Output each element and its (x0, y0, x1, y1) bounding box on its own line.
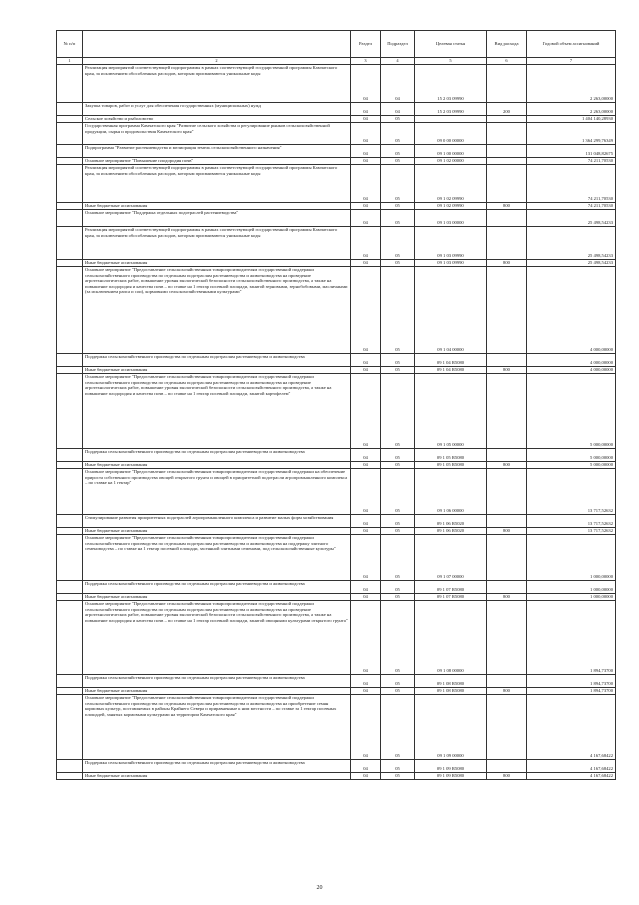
row-expense-type: 200 (487, 103, 527, 116)
table-row (57, 260, 616, 267)
row-razdel: 04 (351, 145, 381, 158)
row-number (57, 116, 83, 123)
row-expense-type (487, 116, 527, 123)
row-expense-type (487, 760, 527, 773)
table-row (57, 449, 616, 462)
row-number (57, 267, 83, 354)
row-target-article: 09 1 03 00000 (415, 210, 487, 227)
row-expense-type (487, 267, 527, 354)
row-podrazdel: 05 (381, 688, 415, 695)
row-expense-type (487, 449, 527, 462)
row-amount: 1 000,00000 (527, 594, 616, 601)
row-amount: 25 498,54233 (527, 260, 616, 267)
row-name: Основное мероприятие "Предоставление сельскохозяйственным товаропроизводителям государственной поддержки сельскохозяйственного производства по отдельным подотраслям растениеводства и животноводства на проведение агротехнологических работ, повышение уровня экологической безопасности сельскохозяйственного производства, а также на повышение плодородия и качества почв – по ставке на 1 гектар посевной площади, занятой картофелем" (83, 374, 351, 449)
row-name: Иные бюджетные ассигнования (83, 773, 351, 780)
row-expense-type (487, 581, 527, 594)
row-amount: 1 404 140,28930 (527, 116, 616, 123)
table-row (57, 227, 616, 260)
row-razdel: 04 (351, 469, 381, 515)
table-row (57, 367, 616, 374)
row-number (57, 354, 83, 367)
table-row (57, 515, 616, 528)
row-expense-type: 800 (487, 528, 527, 535)
row-podrazdel: 05 (381, 469, 415, 515)
row-razdel: 04 (351, 695, 381, 760)
row-number (57, 123, 83, 145)
row-amount: 5 000,00000 (527, 449, 616, 462)
row-number (57, 515, 83, 528)
row-razdel: 04 (351, 535, 381, 581)
row-target-article: 09 1 04 R5080 (415, 354, 487, 367)
row-name: Основное мероприятие "Поддержка отдельных подотраслей растениеводства" (83, 210, 351, 227)
header-annual-amount: Годовой объем ассигнований (527, 31, 616, 58)
row-amount: 13 717,52632 (527, 515, 616, 528)
row-name: Иные бюджетные ассигнования (83, 528, 351, 535)
row-number (57, 601, 83, 675)
row-podrazdel: 05 (381, 210, 415, 227)
row-podrazdel: 05 (381, 260, 415, 267)
row-razdel: 04 (351, 581, 381, 594)
table-row (57, 469, 616, 515)
row-razdel: 04 (351, 203, 381, 210)
row-podrazdel: 05 (381, 267, 415, 354)
row-amount: 1 894,73700 (527, 675, 616, 688)
row-expense-type (487, 210, 527, 227)
row-razdel: 04 (351, 601, 381, 675)
row-amount: 1 000,00000 (527, 535, 616, 581)
row-target-article: 09 1 05 R5080 (415, 462, 487, 469)
row-target-article: 09 1 04 R5080 (415, 367, 487, 374)
row-name: Основное мероприятие "Предоставление сельскохозяйственным товаропроизводителям государственной поддержки сельскохозяйственного производства по отдельным подотраслям растениеводства и животноводства на поддержку элитного семеноводства – по ставке на 1 гектар посевной площади, засеянной элитными семенами, под сельскохозяйственные культуры" (83, 535, 351, 581)
row-podrazdel: 05 (381, 354, 415, 367)
row-target-article: 09 1 08 R5080 (415, 675, 487, 688)
row-target-article: 09 1 08 00000 (415, 601, 487, 675)
row-target-article: 09 1 06 R5020 (415, 528, 487, 535)
row-number (57, 773, 83, 780)
row-expense-type (487, 374, 527, 449)
row-number (57, 65, 83, 103)
row-razdel: 04 (351, 267, 381, 354)
table-row (57, 158, 616, 165)
table-row (57, 116, 616, 123)
row-name: Основное мероприятие "Предоставление сельскохозяйственным товаропроизводителям государственной поддержки сельскохозяйственного производства по отдельным подотраслям растениеводства и животноводства на проведение агротехнологических работ, повышение уровня экологической безопасности сельскохозяйственного производства, а также на повышение плодородия и качества почв – по ставке на 1 гектар посевной площади, занятой зерновыми, зернобобовыми, масличными (за исключением рапса и сои), кормовыми сельскохозяйственными культурами" (83, 267, 351, 354)
row-name: Иные бюджетные ассигнования (83, 594, 351, 601)
row-podrazdel: 04 (381, 103, 415, 116)
row-amount: 2 263,00000 (527, 65, 616, 103)
row-target-article: 09 1 09 R5080 (415, 760, 487, 773)
row-expense-type: 800 (487, 688, 527, 695)
row-target-article: 15 2 03 09990 (415, 103, 487, 116)
row-name: Стимулирование развития приоритетных подотраслей агропромышленного комплекса и развитие малых форм хозяйствования (83, 515, 351, 528)
row-name: Иные бюджетные ассигнования (83, 367, 351, 374)
row-target-article: 09 1 00 00000 (415, 145, 487, 158)
row-podrazdel: 05 (381, 203, 415, 210)
row-target-article: 09 1 06 00000 (415, 469, 487, 515)
table-row (57, 374, 616, 449)
row-number (57, 695, 83, 760)
row-expense-type (487, 123, 527, 145)
table-row (57, 462, 616, 469)
table-row (57, 210, 616, 227)
row-target-article: 09 1 07 00000 (415, 535, 487, 581)
row-target-article: 15 2 03 09990 (415, 65, 487, 103)
row-expense-type (487, 469, 527, 515)
row-razdel: 04 (351, 103, 381, 116)
row-expense-type (487, 515, 527, 528)
row-expense-type: 800 (487, 367, 527, 374)
table-row (57, 103, 616, 116)
row-podrazdel: 04 (381, 65, 415, 103)
row-razdel: 04 (351, 116, 381, 123)
row-razdel: 04 (351, 688, 381, 695)
row-podrazdel: 05 (381, 594, 415, 601)
header-target-article: Целевая статья (415, 31, 487, 58)
table-row (57, 203, 616, 210)
row-razdel: 04 (351, 210, 381, 227)
row-target-article: 09 1 04 00000 (415, 267, 487, 354)
row-amount: 1 894,73700 (527, 601, 616, 675)
row-number (57, 760, 83, 773)
table-row (57, 688, 616, 695)
row-razdel: 04 (351, 773, 381, 780)
table-row (57, 535, 616, 581)
row-name: Реализация мероприятий соответствующей подпрограммы в рамках соответствующей государственной программы Камчатского края, за исключением обособленных расходов, которым присваиваются уникальные коды (83, 227, 351, 260)
header-expense-type: Вид расхода (487, 31, 527, 58)
column-index: 2 (83, 58, 351, 65)
row-number (57, 581, 83, 594)
row-target-article: 09 1 03 09990 (415, 227, 487, 260)
row-razdel: 04 (351, 123, 381, 145)
table-row (57, 354, 616, 367)
header-row (57, 31, 616, 58)
row-expense-type (487, 695, 527, 760)
row-name: Подпрограмма "Развитие растениеводства и мелиорация земель сельскохозяйственного назначения" (83, 145, 351, 158)
row-expense-type: 800 (487, 203, 527, 210)
row-podrazdel: 05 (381, 695, 415, 760)
row-razdel: 04 (351, 65, 381, 103)
row-name: Государственная программа Камчатского края "Развитие сельского хозяйства и регулирование рынков сельскохозяйственной продукции, сырья и продовольствия Камчатского края" (83, 123, 351, 145)
table-row (57, 528, 616, 535)
row-expense-type (487, 165, 527, 203)
row-razdel: 04 (351, 760, 381, 773)
row-name: Основное мероприятие "Предоставление сельскохозяйственным товаропроизводителям государственной поддержки сельскохозяйственного производства по отдельным подотраслям растениеводства и животноводства на приобретение семян кормовых культур, поставляемых в районы Крайнего Севера и приравненные к ним местности – по ставке за 1 гектар посевных площадей, занятых кормовыми культурами на территории Камчатского края" (83, 695, 351, 760)
row-target-article: 09 1 03 09990 (415, 260, 487, 267)
table-row (57, 760, 616, 773)
table-row (57, 165, 616, 203)
row-expense-type (487, 675, 527, 688)
row-amount: 13 717,52632 (527, 528, 616, 535)
row-amount: 74 211,70530 (527, 203, 616, 210)
row-amount: 4 000,00000 (527, 367, 616, 374)
row-amount: 5 000,00000 (527, 374, 616, 449)
row-name: Поддержка сельскохозяйственного производства по отдельным подотраслям растениеводства и животноводства (83, 675, 351, 688)
row-podrazdel: 05 (381, 449, 415, 462)
row-expense-type: 800 (487, 260, 527, 267)
row-razdel: 04 (351, 260, 381, 267)
row-target-article: 09 1 05 R5080 (415, 449, 487, 462)
row-name: Реализация мероприятий соответствующей подпрограммы в рамках соответствующей государственной программы Камчатского края, за исключением обособленных расходов, которым присваиваются уникальные коды (83, 65, 351, 103)
table-row (57, 123, 616, 145)
row-razdel: 04 (351, 354, 381, 367)
row-number (57, 203, 83, 210)
column-index: 6 (487, 58, 527, 65)
row-amount: 13 717,52632 (527, 469, 616, 515)
header-podrazdel: Подраздел (381, 31, 415, 58)
column-index: 4 (381, 58, 415, 65)
row-expense-type (487, 65, 527, 103)
row-number (57, 158, 83, 165)
row-name: Реализация мероприятий соответствующей подпрограммы в рамках соответствующей государственной программы Камчатского края, за исключением обособленных расходов, которым присваиваются уникальные коды (83, 165, 351, 203)
row-amount: 74 211,70530 (527, 165, 616, 203)
row-number (57, 449, 83, 462)
row-number (57, 688, 83, 695)
row-target-article: 09 1 09 00000 (415, 695, 487, 760)
row-amount: 1 364 299,76349 (527, 123, 616, 145)
row-expense-type (487, 158, 527, 165)
row-podrazdel: 05 (381, 535, 415, 581)
table-row (57, 675, 616, 688)
row-target-article: 09 1 02 00000 (415, 158, 487, 165)
row-expense-type (487, 354, 527, 367)
row-amount: 4 000,00000 (527, 267, 616, 354)
table-row (57, 65, 616, 103)
row-number (57, 103, 83, 116)
row-podrazdel: 05 (381, 165, 415, 203)
row-target-article: 09 1 07 R5080 (415, 581, 487, 594)
row-podrazdel: 05 (381, 528, 415, 535)
row-podrazdel: 05 (381, 145, 415, 158)
row-razdel: 04 (351, 449, 381, 462)
row-razdel: 04 (351, 594, 381, 601)
budget-table (56, 30, 616, 780)
row-podrazdel: 05 (381, 227, 415, 260)
row-expense-type (487, 601, 527, 675)
row-podrazdel: 05 (381, 158, 415, 165)
row-target-article: 09 1 05 00000 (415, 374, 487, 449)
row-number (57, 675, 83, 688)
row-name: Поддержка сельскохозяйственного производства по отдельным подотраслям растениеводства и животноводства (83, 581, 351, 594)
row-amount: 2 263,00000 (527, 103, 616, 116)
row-number (57, 210, 83, 227)
row-razdel: 04 (351, 675, 381, 688)
column-index: 5 (415, 58, 487, 65)
row-name: Основное мероприятие "Предоставление сельскохозяйственным товаропроизводителям государственной поддержки сельскохозяйственного производства по отдельным подотраслям растениеводства и животноводства на проведение агротехнологических работ, повышение уровня экологической безопасности сельскохозяйственного производства, а также на повышение плодородия и качества почв – по ставке на 1 гектар посевной площади, занятой овощными культурами открытого грунта" (83, 601, 351, 675)
row-podrazdel: 05 (381, 462, 415, 469)
table-row (57, 695, 616, 760)
table-row (57, 594, 616, 601)
row-podrazdel: 05 (381, 581, 415, 594)
column-index: 1 (57, 58, 83, 65)
row-amount: 1 894,73700 (527, 688, 616, 695)
row-razdel: 04 (351, 158, 381, 165)
row-podrazdel: 05 (381, 773, 415, 780)
row-name: Иные бюджетные ассигнования (83, 688, 351, 695)
row-number (57, 145, 83, 158)
row-expense-type: 800 (487, 594, 527, 601)
row-name: Основное мероприятие "Предоставление сельскохозяйственным товаропроизводителям государственной поддержки на обеспечение прироста собственного производства овощей открытого грунта и овощей в приоритетной подотрасли агропромышленного комплекса – по ставке на 1 гектар" (83, 469, 351, 515)
row-name: Иные бюджетные ассигнования (83, 203, 351, 210)
page-number: 20 (316, 885, 323, 891)
row-expense-type (487, 227, 527, 260)
row-podrazdel: 05 (381, 601, 415, 675)
row-target-article: 09 1 02 09990 (415, 203, 487, 210)
column-index: 3 (351, 58, 381, 65)
row-amount: 131 048,82675 (527, 145, 616, 158)
row-number (57, 227, 83, 260)
row-podrazdel: 05 (381, 116, 415, 123)
row-razdel: 04 (351, 227, 381, 260)
row-target-article: 09 1 06 R5020 (415, 515, 487, 528)
row-number (57, 260, 83, 267)
row-amount: 74 211,70530 (527, 158, 616, 165)
row-podrazdel: 05 (381, 760, 415, 773)
row-number (57, 165, 83, 203)
row-podrazdel: 05 (381, 367, 415, 374)
row-expense-type: 800 (487, 773, 527, 780)
row-amount: 4 167,68422 (527, 760, 616, 773)
row-razdel: 04 (351, 515, 381, 528)
row-podrazdel: 05 (381, 374, 415, 449)
row-podrazdel: 05 (381, 675, 415, 688)
row-name: Иные бюджетные ассигнования (83, 260, 351, 267)
row-amount: 1 000,00000 (527, 581, 616, 594)
row-target-article: 09 1 07 R5080 (415, 594, 487, 601)
row-podrazdel: 05 (381, 123, 415, 145)
row-name: Сельское хозяйство и рыболовство (83, 116, 351, 123)
row-target-article (415, 116, 487, 123)
row-razdel: 04 (351, 165, 381, 203)
header-name (83, 31, 351, 58)
table-row (57, 145, 616, 158)
row-amount: 25 498,54233 (527, 210, 616, 227)
row-number (57, 374, 83, 449)
row-name: Закупка товаров, работ и услуг для обеспечения государственных (муниципальных) нужд (83, 103, 351, 116)
row-number (57, 462, 83, 469)
row-razdel: 04 (351, 374, 381, 449)
table-body (57, 65, 616, 780)
row-expense-type (487, 145, 527, 158)
header-num: № п/п (57, 31, 83, 58)
row-number (57, 367, 83, 374)
column-index: 7 (527, 58, 616, 65)
table-row (57, 601, 616, 675)
row-number (57, 535, 83, 581)
row-name: Поддержка сельскохозяйственного производства по отдельным подотраслям растениеводства и животноводства (83, 760, 351, 773)
row-target-article: 09 1 09 R5080 (415, 773, 487, 780)
row-amount: 25 498,54233 (527, 227, 616, 260)
row-podrazdel: 05 (381, 515, 415, 528)
row-expense-type: 800 (487, 462, 527, 469)
row-name: Поддержка сельскохозяйственного производства по отдельным подотраслям растениеводства и животноводства (83, 354, 351, 367)
row-name: Основное мероприятие "Повышение плодородия почв" (83, 158, 351, 165)
row-target-article: 09 1 08 R5080 (415, 688, 487, 695)
row-razdel: 04 (351, 367, 381, 374)
row-amount: 5 000,00000 (527, 462, 616, 469)
row-amount: 4 167,68422 (527, 773, 616, 780)
row-name: Поддержка сельскохозяйственного производства по отдельным подотраслям растениеводства и животноводства (83, 449, 351, 462)
row-amount: 4 167,68422 (527, 695, 616, 760)
row-number (57, 469, 83, 515)
table-row (57, 267, 616, 354)
row-razdel: 04 (351, 528, 381, 535)
row-expense-type (487, 535, 527, 581)
table-row (57, 581, 616, 594)
column-index-row (57, 58, 616, 65)
row-name: Иные бюджетные ассигнования (83, 462, 351, 469)
row-razdel: 04 (351, 462, 381, 469)
row-target-article: 09 0 00 00000 (415, 123, 487, 145)
row-target-article: 09 1 02 09990 (415, 165, 487, 203)
row-amount: 4 000,00000 (527, 354, 616, 367)
header-razdel: Раздел (351, 31, 381, 58)
row-number (57, 594, 83, 601)
row-number (57, 528, 83, 535)
table-row (57, 773, 616, 780)
